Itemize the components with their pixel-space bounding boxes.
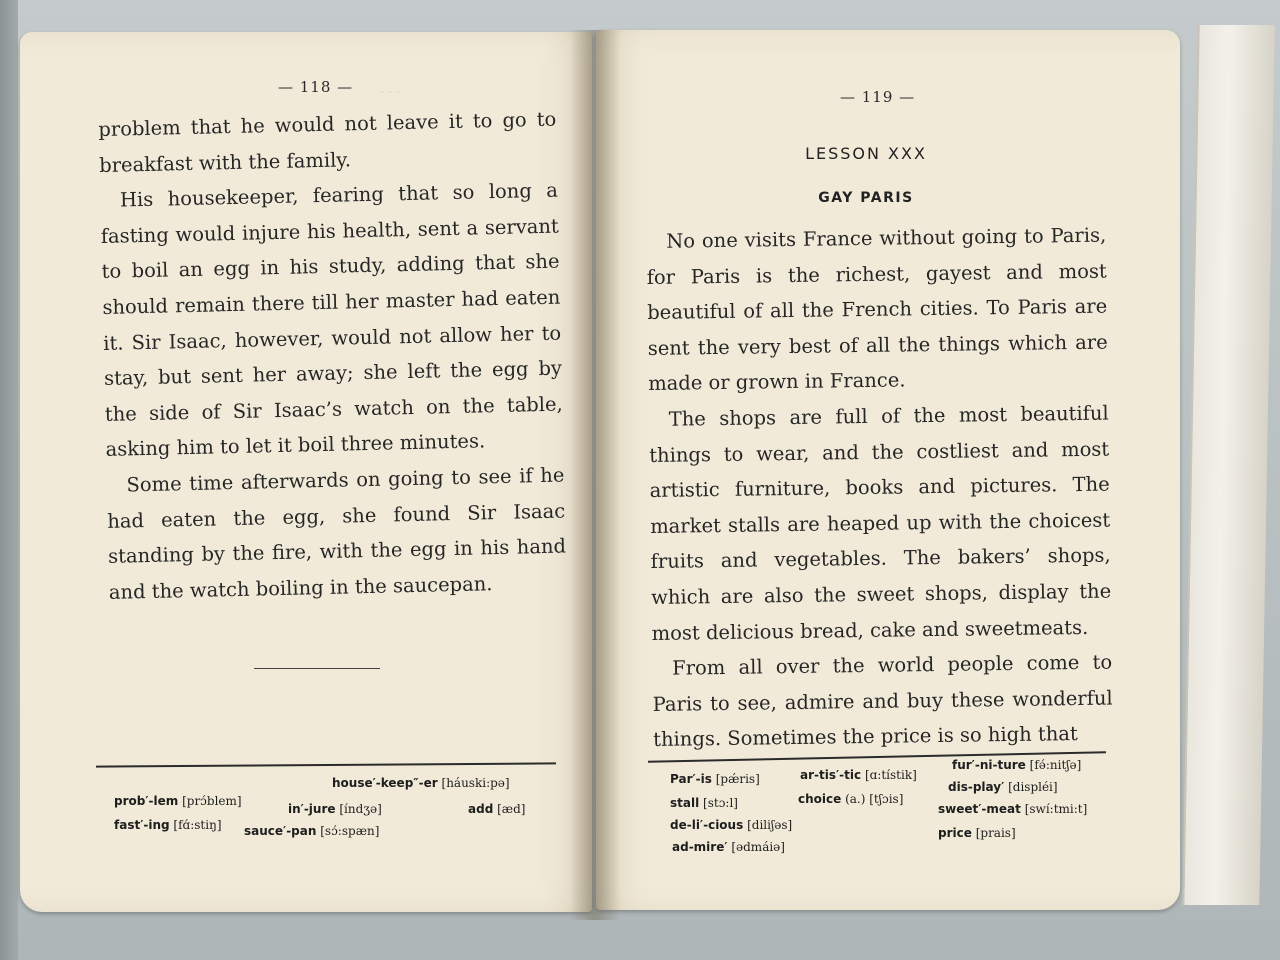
right-page bbox=[596, 30, 1180, 910]
paragraph: His housekeeper, fearing that so long a fasting would injure his health, sent a servant to boil an egg in his study, adding that she should remain there till her master had eaten it. Sir Isaac, however, would not allow her to stay, but sent her away; she left the egg by the side of Sir Isaac’s watch on the table, asking him to let it boil three minutes. bbox=[100, 178, 564, 462]
vocab-entry: sweet′-meat [swí:tmi:t] bbox=[938, 802, 1088, 816]
paragraph: problem that he would not leave it to go to breakfast with the family. bbox=[98, 107, 557, 177]
vocab-entry: in′-jure [índʒə] bbox=[288, 802, 382, 816]
paragraph: Some time afterwards on going to see if he had eaten the egg, she found Sir Isaac standing by the fire, with the egg in his hand and the watch boiling in the saucepan. bbox=[107, 463, 567, 604]
left-body-text bbox=[98, 102, 567, 611]
pencil-smudge: ·· ·· ·· bbox=[380, 88, 401, 97]
left-cover-edge bbox=[0, 0, 18, 960]
left-page bbox=[20, 32, 592, 912]
vocab-entry: de-li′-cious [diliʃəs] bbox=[670, 818, 793, 832]
paragraph: No one visits France without going to Paris, for Paris is the richest, gayest and most beautiful of all the French cities. To Paris are sent the very best of all the things which are made or grown in France. bbox=[646, 223, 1108, 396]
end-of-story-rule bbox=[254, 668, 380, 669]
vocab-entry: price [prais] bbox=[938, 826, 1016, 840]
vocab-entry: ad-mire′ [ədmáiə] bbox=[672, 840, 785, 854]
vocab-entry: fur′-ni-ture [fə́:nitʃə] bbox=[952, 758, 1082, 772]
vocab-entry: prob′-lem [prɔ́blem] bbox=[114, 794, 242, 808]
vocab-entry: add [æd] bbox=[468, 802, 526, 816]
vocab-entry: dis-play′ [displéi] bbox=[948, 780, 1058, 794]
vocab-entry: sauce′-pan [sɔ́:spæn] bbox=[244, 824, 380, 838]
vocab-entry: ar-tis′-tic [ɑ:tístik] bbox=[800, 768, 917, 782]
right-body-text bbox=[646, 218, 1113, 758]
lesson-subtitle: GAY PARIS bbox=[818, 190, 914, 206]
right-cover-edge bbox=[1182, 25, 1274, 905]
paragraph: From all over the world people come to Paris to see, admire and buy these wonderful things. Sometimes the price is so high that bbox=[652, 650, 1113, 752]
page-number-left: — 118 — bbox=[278, 78, 354, 96]
lesson-title: LESSON XXX bbox=[805, 144, 927, 163]
vocab-entry: Par′-is [pǽris] bbox=[670, 772, 760, 786]
vocabulary-rule bbox=[96, 762, 556, 767]
vocab-entry: choice (a.) [tʃɔis] bbox=[798, 792, 904, 806]
vocab-entry: stall [stɔ:l] bbox=[670, 796, 738, 810]
vocab-entry: house′-keep″-er [háuski:pə] bbox=[332, 776, 510, 790]
vocab-entry: fast′-ing [fɑ́:stiŋ] bbox=[114, 818, 222, 832]
page-number-right: — 119 — bbox=[840, 88, 916, 106]
paragraph: The shops are full of the most beautiful things to wear, and the costliest and most artistic furniture, books and pictures. The market stalls are heaped up with the choicest fruits and vegetables. The bakers’ shops, which are also the sweet shops, display the most delicious bread, cake and sweetmeats. bbox=[649, 401, 1112, 645]
